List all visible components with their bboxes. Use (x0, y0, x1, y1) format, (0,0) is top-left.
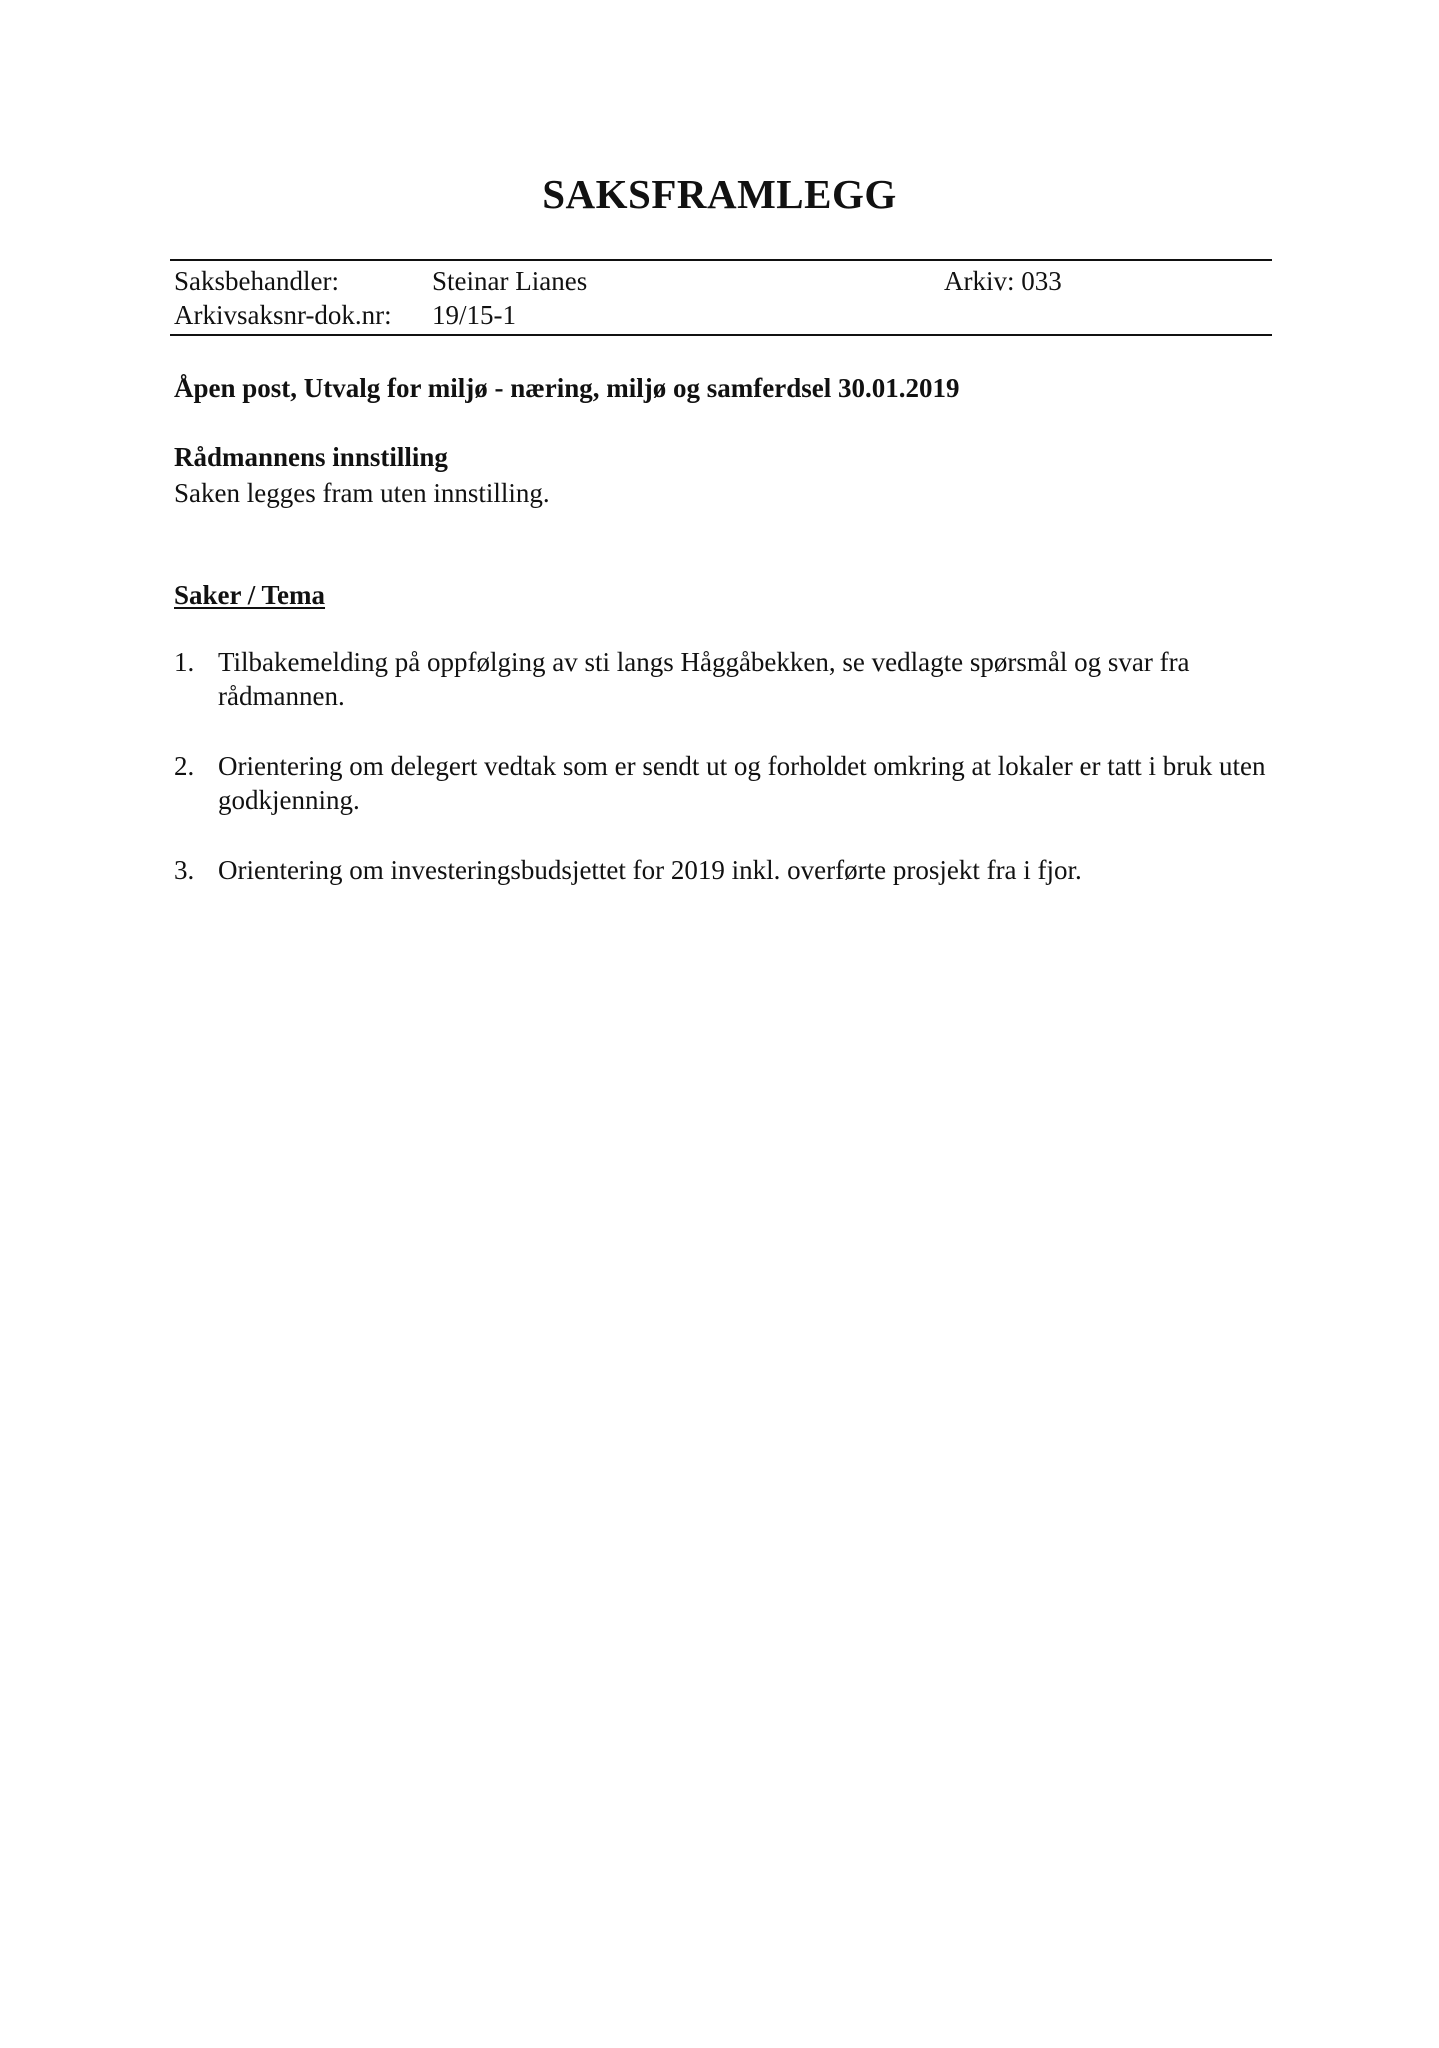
topic-text: Orientering om delegert vedtak som er sendt ut og forholdet omkring at lokaler er tatt i bruk uten godkjenning. (218, 751, 1266, 815)
topics-list (174, 645, 1274, 923)
header-top-rule (170, 259, 1272, 261)
document-title: SAKSFRAMLEGG (542, 171, 897, 217)
arkivsaksnr-label: Arkivsaksnr-dok.nr: (174, 300, 392, 330)
saksbehandler-label: Saksbehandler: (174, 266, 339, 296)
topic-item (174, 645, 1274, 713)
header-bottom-rule (170, 334, 1272, 336)
topic-number: 3. (174, 855, 195, 885)
recommendation-heading: Rådmannens innstilling (174, 442, 448, 472)
topic-number: 2. (174, 751, 195, 781)
topic-item (174, 853, 1274, 887)
arkivsaksnr-value: 19/15-1 (432, 300, 516, 330)
topics-heading: Saker / Tema (174, 580, 326, 610)
topic-text: Orientering om investeringsbudsjettet for 2019 inkl. overførte prosjekt fra i fjor. (218, 855, 1082, 885)
topic-text: Tilbakemelding på oppfølging av sti langs Håggåbekken, se vedlagte spørsmål og svar fra rådmannen. (218, 647, 1190, 711)
topic-item (174, 749, 1274, 817)
arkiv-value: Arkiv: 033 (944, 266, 1062, 296)
recommendation-text: Saken legges fram uten innstilling. (174, 478, 550, 508)
saksbehandler-value: Steinar Lianes (432, 266, 588, 296)
topic-number: 1. (174, 647, 195, 677)
meeting-line: Åpen post, Utvalg for miljø - næring, miljø og samferdsel 30.01.2019 (174, 373, 960, 403)
